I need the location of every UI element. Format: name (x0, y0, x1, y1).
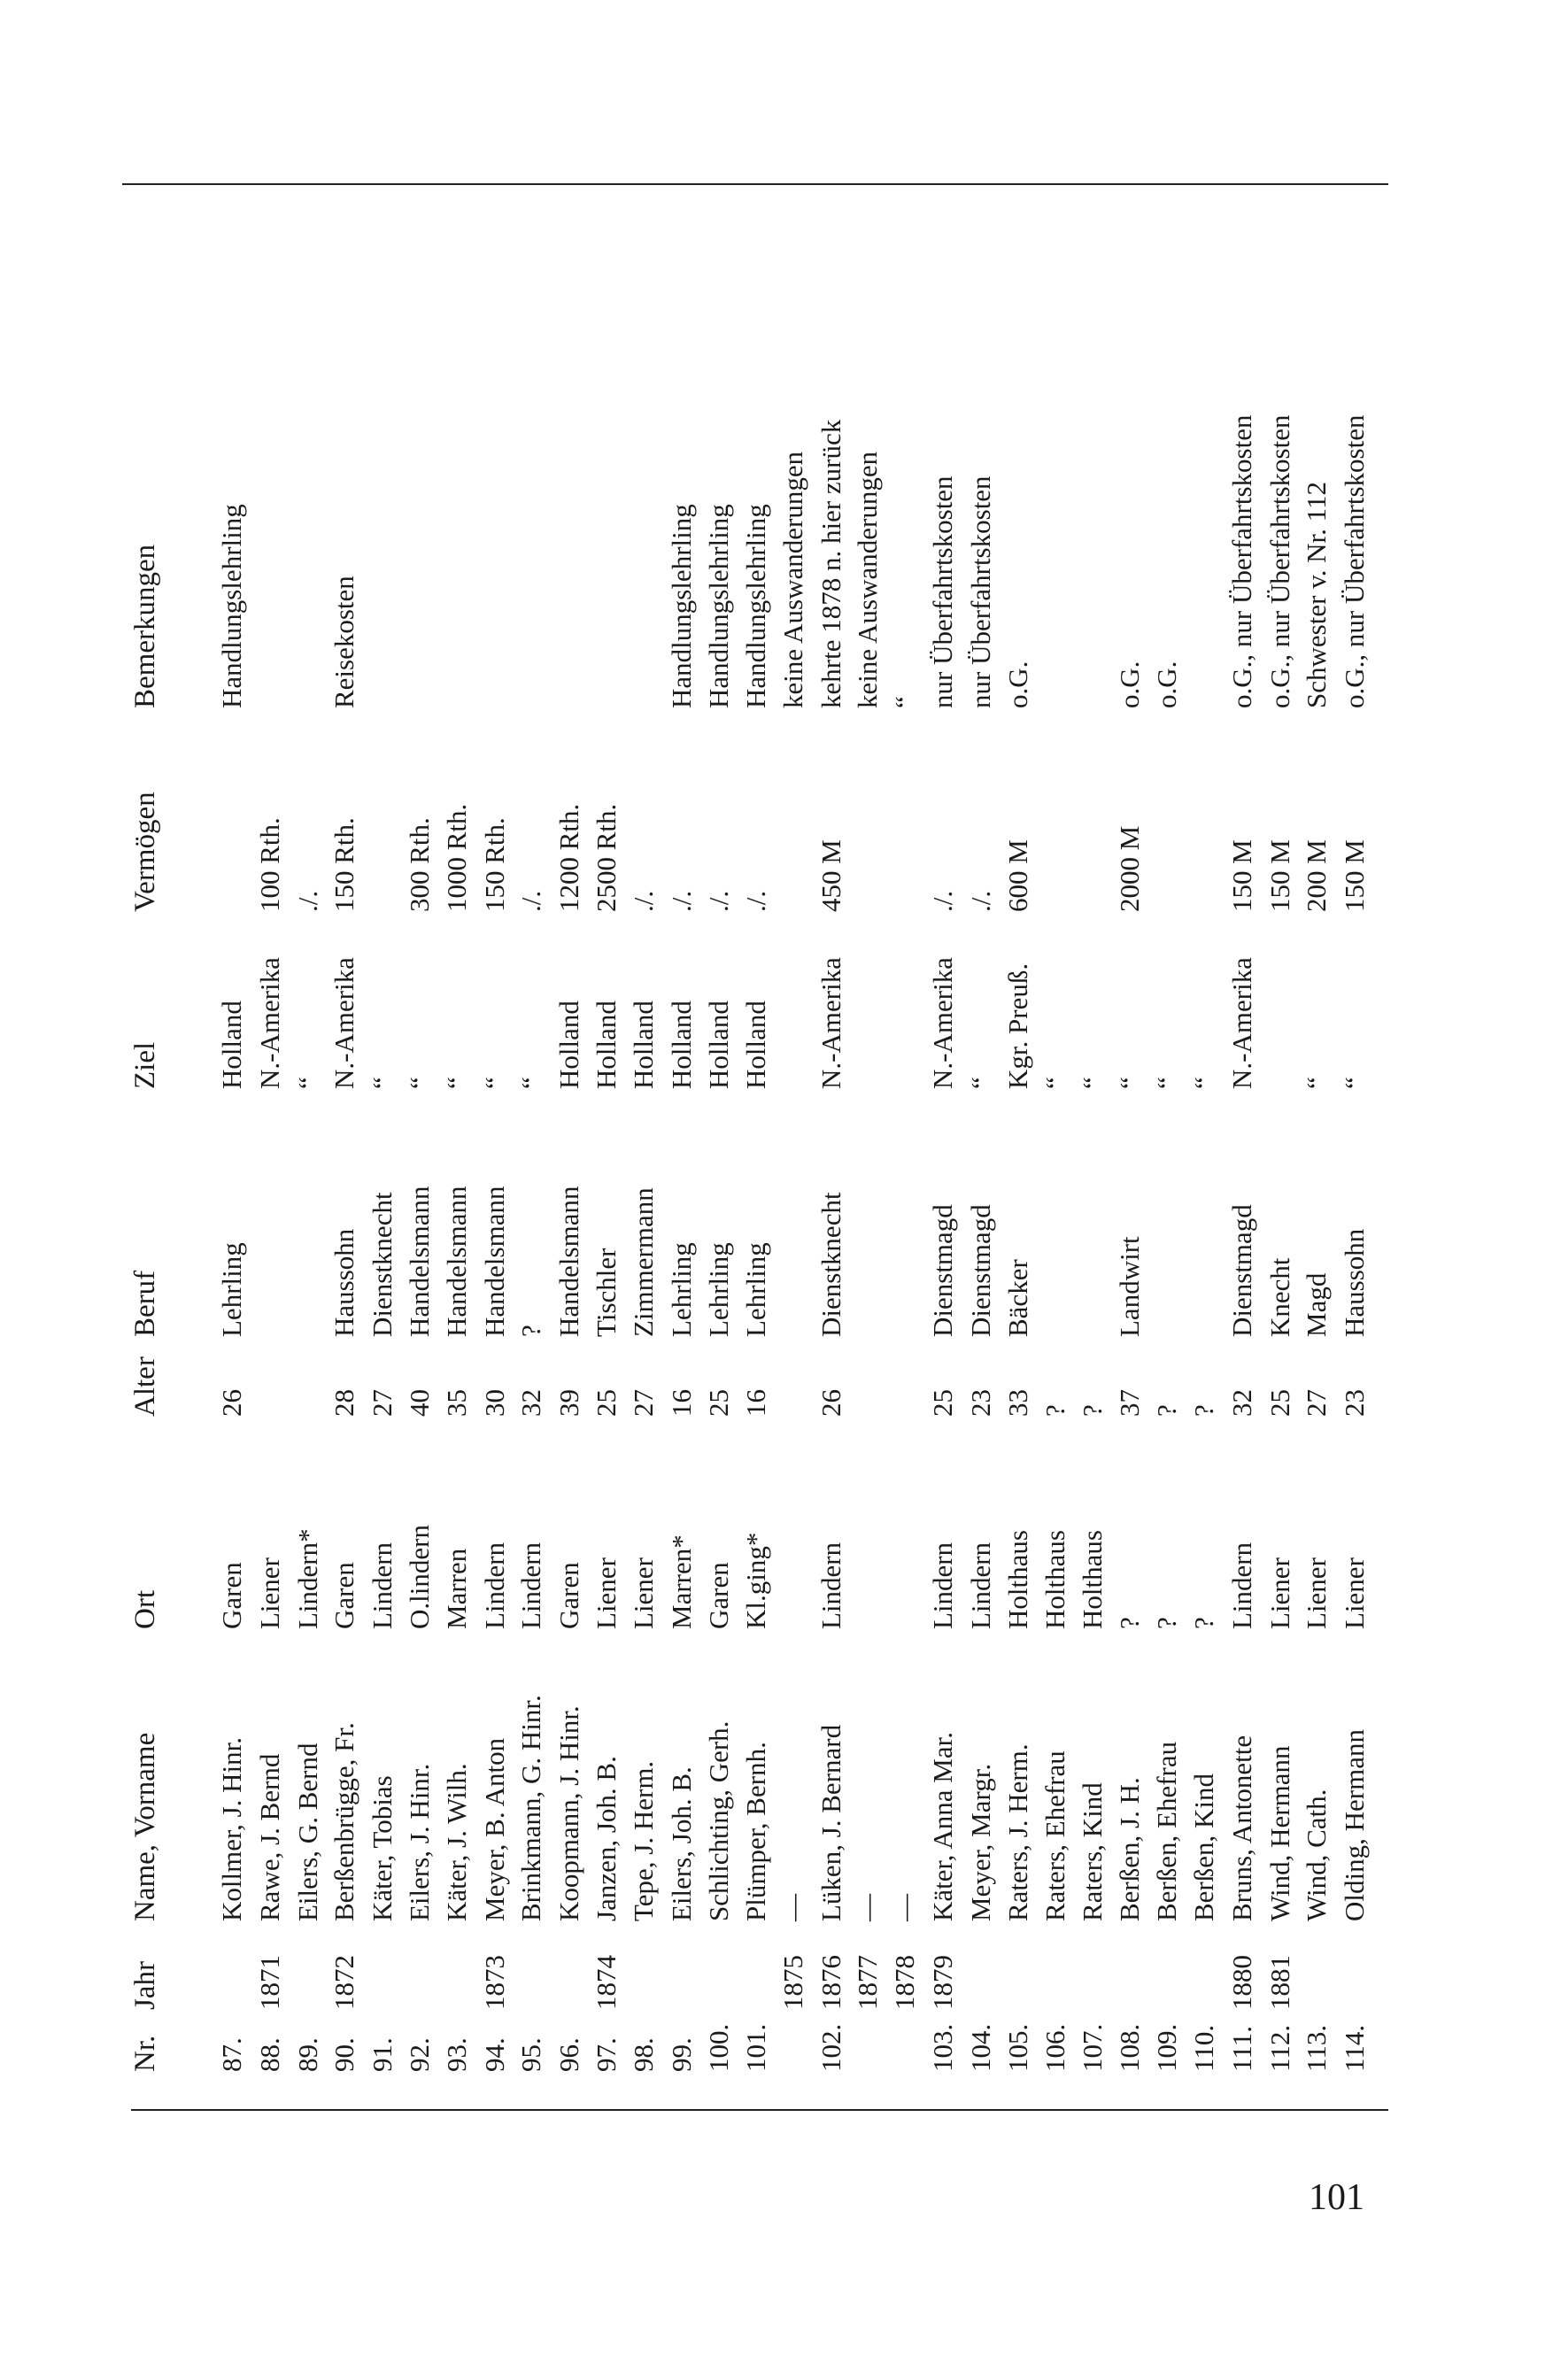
cell-name: — (777, 1894, 808, 1921)
cell-name: Rawe, J. Bernd (254, 1753, 285, 1921)
cell-nr: 96. (553, 2037, 584, 2072)
cell-alter: 33 (1002, 1389, 1033, 1417)
cell-beruf: Dienstknecht (367, 1192, 398, 1337)
cell-beruf: Handelsmann (553, 1186, 584, 1337)
cell-beruf: Haussohn (328, 1228, 359, 1337)
cell-ort: Liener (628, 1557, 659, 1629)
cell-jahr: 1873 (479, 1955, 510, 2010)
cell-nr: 103. (927, 2023, 958, 2072)
cell-verm: 2000 M (1114, 825, 1145, 912)
table-row (1073, 212, 1112, 2072)
cell-ziel: Holland (591, 1001, 622, 1089)
table-row (550, 212, 589, 2072)
cell-verm: 450 M (815, 839, 846, 912)
cell-alter: 23 (1339, 1389, 1370, 1417)
cell-alter: 35 (441, 1389, 472, 1417)
cell-jahr: 1879 (927, 1955, 958, 2010)
cell-name: Lüken, J. Bernard (815, 1724, 846, 1921)
cell-nr: 99. (666, 2037, 697, 2072)
cell-verm: 150 Rth. (328, 817, 359, 912)
cell-verm: ./. (515, 890, 546, 912)
cell-beruf: Zimmermann (628, 1187, 659, 1337)
cell-ort: Lindern (815, 1542, 846, 1629)
cell-alter: ? (1188, 1404, 1219, 1417)
cell-bem: o.G., nur Überfahrtskosten (1264, 414, 1295, 708)
cell-verm: ./. (666, 890, 697, 912)
cell-verm: 150 M (1226, 839, 1257, 912)
table-row (1110, 212, 1149, 2072)
cell-jahr: 1871 (254, 1955, 285, 2010)
cell-name: Plümper, Bernh. (740, 1742, 771, 1921)
cell-beruf: Dienstmagd (927, 1204, 958, 1337)
cell-verm: 100 Rth. (254, 817, 285, 912)
cell-verm: ./. (292, 890, 323, 912)
cell-name: Raters, Ehefrau (1039, 1750, 1070, 1921)
table-row (848, 212, 887, 2072)
cell-ziel: N.-Amerika (927, 957, 958, 1089)
table-row (1185, 212, 1224, 2072)
header-vermoegen: Vermögen (129, 792, 161, 912)
cell-alter: 27 (1301, 1389, 1332, 1417)
cell-jahr: 1877 (852, 1955, 883, 2010)
cell-verm: 150 M (1264, 839, 1295, 912)
table-row (1297, 212, 1336, 2072)
cell-nr: 92. (404, 2037, 435, 2072)
cell-beruf: Tischler (591, 1248, 622, 1337)
cell-ziel: “ (1188, 1077, 1219, 1089)
cell-bem: o.G. (1002, 661, 1033, 708)
cell-bem: Handlungslehrling (216, 504, 247, 708)
cell-ziel: Holland (740, 1001, 771, 1089)
table-row (325, 212, 364, 2072)
table-row (363, 212, 402, 2072)
cell-nr: 109. (1151, 2023, 1182, 2072)
cell-beruf: Dienstmagd (965, 1204, 996, 1337)
cell-verm: ./. (927, 890, 958, 912)
cell-alter: 16 (740, 1389, 771, 1417)
cell-name: Meyer, Margr. (965, 1763, 996, 1921)
cell-bem: Handlungslehrling (740, 504, 771, 708)
cell-bem: kehrte 1878 n. hier zurück (815, 419, 846, 708)
cell-ort: Lindern (1226, 1542, 1257, 1629)
cell-nr: 89. (292, 2037, 323, 2072)
emigration-table (122, 212, 1388, 2072)
cell-nr: 105. (1002, 2023, 1033, 2072)
cell-beruf: Lehrling (703, 1242, 734, 1337)
cell-beruf: ? (515, 1325, 546, 1337)
cell-name: — (852, 1894, 883, 1921)
cell-ziel: “ (441, 1077, 472, 1089)
cell-ziel: N.-Amerika (1226, 957, 1257, 1089)
cell-verm: ./. (740, 890, 771, 912)
cell-alter: 28 (328, 1389, 359, 1417)
cell-ort: Lindern (515, 1542, 546, 1629)
cell-name: Raters, J. Herm. (1002, 1743, 1033, 1921)
cell-name: Eilers, G. Bernd (292, 1742, 323, 1921)
cell-alter: 16 (666, 1389, 697, 1417)
table-row (624, 212, 663, 2072)
cell-ort: Marren (441, 1548, 472, 1629)
cell-ort: O.lindern (404, 1525, 435, 1629)
cell-name: Meyer, B. Anton (479, 1737, 510, 1921)
cell-ort: Marren* (666, 1534, 697, 1629)
table-row (1147, 212, 1186, 2072)
cell-name: Raters, Kind (1077, 1782, 1108, 1921)
cell-alter: 37 (1114, 1389, 1145, 1417)
cell-bem: nur Überfahrtskosten (965, 475, 996, 708)
cell-name: Eilers, J. Hinr. (404, 1763, 435, 1921)
cell-beruf: Dienstknecht (815, 1192, 846, 1337)
table-row (512, 212, 551, 2072)
cell-alter: 25 (1264, 1389, 1295, 1417)
cell-beruf: Lehrling (740, 1242, 771, 1337)
cell-name: Brinkmann, G. Hinr. (515, 1695, 546, 1921)
cell-verm: ./. (628, 890, 659, 912)
cell-alter: 25 (703, 1389, 734, 1417)
cell-nr: 108. (1114, 2023, 1145, 2072)
cell-bem: keine Auswanderungen (852, 451, 883, 708)
header-nr: Nr. (129, 2035, 161, 2072)
cell-nr: 101. (740, 2023, 771, 2072)
header-alter: Alter (129, 1356, 161, 1417)
cell-name: Kollmer, J. Hinr. (216, 1737, 247, 1921)
table-row (289, 212, 328, 2072)
header-ort: Ort (129, 1590, 161, 1629)
cell-beruf: Bäcker (1002, 1259, 1033, 1337)
cell-ort: Holthaus (1039, 1530, 1070, 1629)
cell-bem: o.G., nur Überfahrtskosten (1339, 414, 1370, 708)
cell-nr: 107. (1077, 2023, 1108, 2072)
cell-ort: Lindern (367, 1542, 398, 1629)
cell-name: Wind, Hermann (1264, 1745, 1295, 1921)
header-beruf: Beruf (129, 1270, 161, 1337)
cell-alter: 30 (479, 1389, 510, 1417)
cell-nr: 95. (515, 2037, 546, 2072)
cell-nr: 87. (216, 2037, 247, 2072)
cell-beruf: Handelsmann (404, 1186, 435, 1337)
cell-alter: 26 (815, 1389, 846, 1417)
cell-ort: Holthaus (1002, 1530, 1033, 1629)
header-ziel: Ziel (129, 1041, 161, 1089)
cell-ziel: “ (1077, 1077, 1108, 1089)
cell-beruf: Knecht (1264, 1257, 1295, 1337)
cell-nr: 106. (1039, 2023, 1070, 2072)
cell-name: Käter, Tobias (367, 1775, 398, 1921)
cell-bem: “ (889, 696, 920, 708)
cell-beruf: Handelsmann (441, 1186, 472, 1337)
cell-ziel: Holland (216, 1001, 247, 1089)
cell-ort: Garen (216, 1562, 247, 1629)
table-row (1036, 212, 1075, 2072)
cell-beruf: Magd (1301, 1272, 1332, 1337)
cell-jahr: 1880 (1226, 1955, 1257, 2010)
cell-nr: 104. (965, 2023, 996, 2072)
cell-alter: 39 (553, 1389, 584, 1417)
cell-verm: 200 M (1301, 839, 1332, 912)
header-bemerkungen: Bemerkungen (129, 544, 161, 708)
cell-alter: ? (1039, 1404, 1070, 1417)
cell-jahr: 1872 (328, 1955, 359, 2010)
cell-name: Käter, J. Wilh. (441, 1763, 472, 1921)
cell-ort: Garen (703, 1562, 734, 1629)
cell-beruf: Landwirt (1114, 1236, 1145, 1337)
cell-nr: 112. (1264, 2024, 1295, 2072)
cell-verm: 1000 Rth. (441, 803, 472, 912)
cell-jahr: 1881 (1264, 1955, 1295, 2010)
cell-alter: 40 (404, 1389, 435, 1417)
cell-nr: 94. (479, 2037, 510, 2072)
cell-name: Wind, Cath. (1301, 1789, 1332, 1921)
cell-bem: o.G. (1114, 661, 1145, 708)
cell-bem: o.G. (1151, 661, 1182, 708)
cell-ziel: “ (404, 1077, 435, 1089)
cell-beruf: Dienstmagd (1226, 1204, 1257, 1337)
cell-nr: 88. (254, 2037, 285, 2072)
table-row (587, 212, 626, 2072)
cell-name: — (889, 1894, 920, 1921)
cell-ziel: Holland (628, 1001, 659, 1089)
table-row (1223, 212, 1262, 2072)
cell-alter: 32 (1226, 1389, 1257, 1417)
cell-jahr: 1876 (815, 1955, 846, 2010)
table-row (212, 212, 251, 2072)
cell-nr: 114. (1339, 2024, 1370, 2072)
cell-verm: ./. (965, 890, 996, 912)
cell-verm: 300 Rth. (404, 817, 435, 912)
cell-alter: 27 (628, 1389, 659, 1417)
cell-bem: Schwester v. Nr. 112 (1301, 482, 1332, 708)
cell-name: Berßen, Ehefrau (1151, 1741, 1182, 1921)
cell-name: Bruns, Antonette (1226, 1735, 1257, 1921)
cell-nr: 111. (1226, 2026, 1257, 2072)
cell-bem: keine Auswanderungen (777, 451, 808, 708)
table-row (999, 212, 1038, 2072)
cell-ziel: Kgr. Preuß. (1002, 962, 1033, 1089)
header-name: Name, Vorname (129, 1732, 161, 1921)
cell-nr: 113. (1301, 2024, 1332, 2072)
cell-bem: Handlungslehrling (666, 504, 697, 708)
cell-ziel: Holland (553, 1001, 584, 1089)
cell-ort: Lindern (965, 1542, 996, 1629)
cell-alter: 26 (216, 1389, 247, 1417)
cell-ziel: “ (367, 1077, 398, 1089)
cell-alter: 25 (927, 1389, 958, 1417)
cell-ziel: “ (292, 1077, 323, 1089)
cell-name: Tepe, J. Herm. (628, 1760, 659, 1921)
cell-nr: 97. (591, 2037, 622, 2072)
cell-ziel: “ (1301, 1077, 1332, 1089)
cell-verm: 150 M (1339, 839, 1370, 912)
cell-beruf: Handelsmann (479, 1186, 510, 1337)
cell-ziel: N.-Amerika (254, 957, 285, 1089)
table-row (400, 212, 439, 2072)
cell-alter: 27 (367, 1389, 398, 1417)
cell-ort: Liener (591, 1557, 622, 1629)
cell-ort: ? (1188, 1617, 1219, 1629)
bottom-rule (131, 2109, 1388, 2111)
cell-name: Berßen, Kind (1188, 1773, 1219, 1921)
cell-jahr: 1875 (777, 1955, 808, 2010)
cell-name: Berßenbrügge, Fr. (328, 1722, 359, 1921)
top-rule (122, 183, 1388, 185)
cell-ziel: “ (515, 1077, 546, 1089)
cell-name: Berßen, J. H. (1114, 1777, 1145, 1921)
cell-bem: Handlungslehrling (703, 504, 734, 708)
table-row (962, 212, 1001, 2072)
cell-ziel: N.-Amerika (328, 957, 359, 1089)
cell-ziel: “ (1114, 1077, 1145, 1089)
cell-ziel: “ (1339, 1077, 1370, 1089)
cell-ort: Liener (254, 1557, 285, 1629)
cell-nr: 91. (367, 2037, 398, 2072)
table-row (699, 212, 738, 2072)
cell-jahr: 1874 (591, 1955, 622, 2010)
cell-ziel: Holland (666, 1001, 697, 1089)
table-row (812, 212, 851, 2072)
cell-verm: 1200 Rth. (553, 803, 584, 912)
table-row (475, 212, 514, 2072)
table-row (1335, 212, 1374, 2072)
cell-verm: ./. (703, 890, 734, 912)
cell-ziel: N.-Amerika (815, 957, 846, 1089)
cell-nr: 100. (703, 2023, 734, 2072)
cell-ort: Garen (553, 1562, 584, 1629)
cell-beruf: Haussohn (1339, 1228, 1370, 1337)
cell-beruf: Lehrling (216, 1242, 247, 1337)
cell-name: Olding, Hermann (1339, 1729, 1370, 1921)
cell-ort: Lindern* (292, 1528, 323, 1629)
cell-name: Eilers, Joh. B. (666, 1766, 697, 1921)
cell-nr: 98. (628, 2037, 659, 2072)
cell-ort: Lindern (479, 1542, 510, 1629)
table-row (774, 212, 813, 2072)
table-row (923, 212, 962, 2072)
cell-nr: 110. (1188, 2024, 1219, 2072)
cell-ziel: “ (1151, 1077, 1182, 1089)
cell-ort: Lindern (927, 1542, 958, 1629)
cell-alter: 23 (965, 1389, 996, 1417)
cell-alter: 32 (515, 1389, 546, 1417)
cell-name: Koopmann, J. Hinr. (553, 1705, 584, 1921)
cell-ziel: Holland (703, 1001, 734, 1089)
table-row (885, 212, 924, 2072)
cell-alter: ? (1151, 1404, 1182, 1417)
cell-alter: 25 (591, 1389, 622, 1417)
cell-ort: Kl.ging* (740, 1532, 771, 1629)
cell-nr: 90. (328, 2037, 359, 2072)
cell-ort: ? (1114, 1617, 1145, 1629)
cell-ort: Liener (1301, 1557, 1332, 1629)
cell-bem: Reisekosten (328, 576, 359, 708)
cell-name: Janzen, Joh. B. (591, 1756, 622, 1921)
page-number: 101 (1309, 2177, 1364, 2218)
cell-alter: ? (1077, 1404, 1108, 1417)
table-row (1261, 212, 1300, 2072)
cell-ort: ? (1151, 1617, 1182, 1629)
cell-verm: 2500 Rth. (591, 803, 622, 912)
cell-beruf: Lehrling (666, 1242, 697, 1337)
cell-bem: nur Überfahrtskosten (927, 475, 958, 708)
cell-ziel: “ (965, 1077, 996, 1089)
table-row (251, 212, 290, 2072)
cell-bem: o.G., nur Überfahrtskosten (1226, 414, 1257, 708)
cell-nr: 93. (441, 2037, 472, 2072)
cell-jahr: 1878 (889, 1955, 920, 2010)
cell-ort: Garen (328, 1562, 359, 1629)
cell-ziel: “ (479, 1077, 510, 1089)
cell-nr: 102. (815, 2023, 846, 2072)
cell-verm: 600 M (1002, 839, 1033, 912)
cell-name: Käter, Anna Mar. (927, 1732, 958, 1921)
cell-ort: Holthaus (1077, 1530, 1108, 1629)
cell-ziel: “ (1039, 1077, 1070, 1089)
cell-name: Schlichting, Gerh. (703, 1720, 734, 1921)
header-jahr: Jahr (129, 1961, 161, 2010)
table-row (662, 212, 701, 2072)
table-row (437, 212, 476, 2072)
cell-ort: Liener (1264, 1557, 1295, 1629)
cell-ort: Liener (1339, 1557, 1370, 1629)
table-row (737, 212, 776, 2072)
cell-verm: 150 Rth. (479, 817, 510, 912)
